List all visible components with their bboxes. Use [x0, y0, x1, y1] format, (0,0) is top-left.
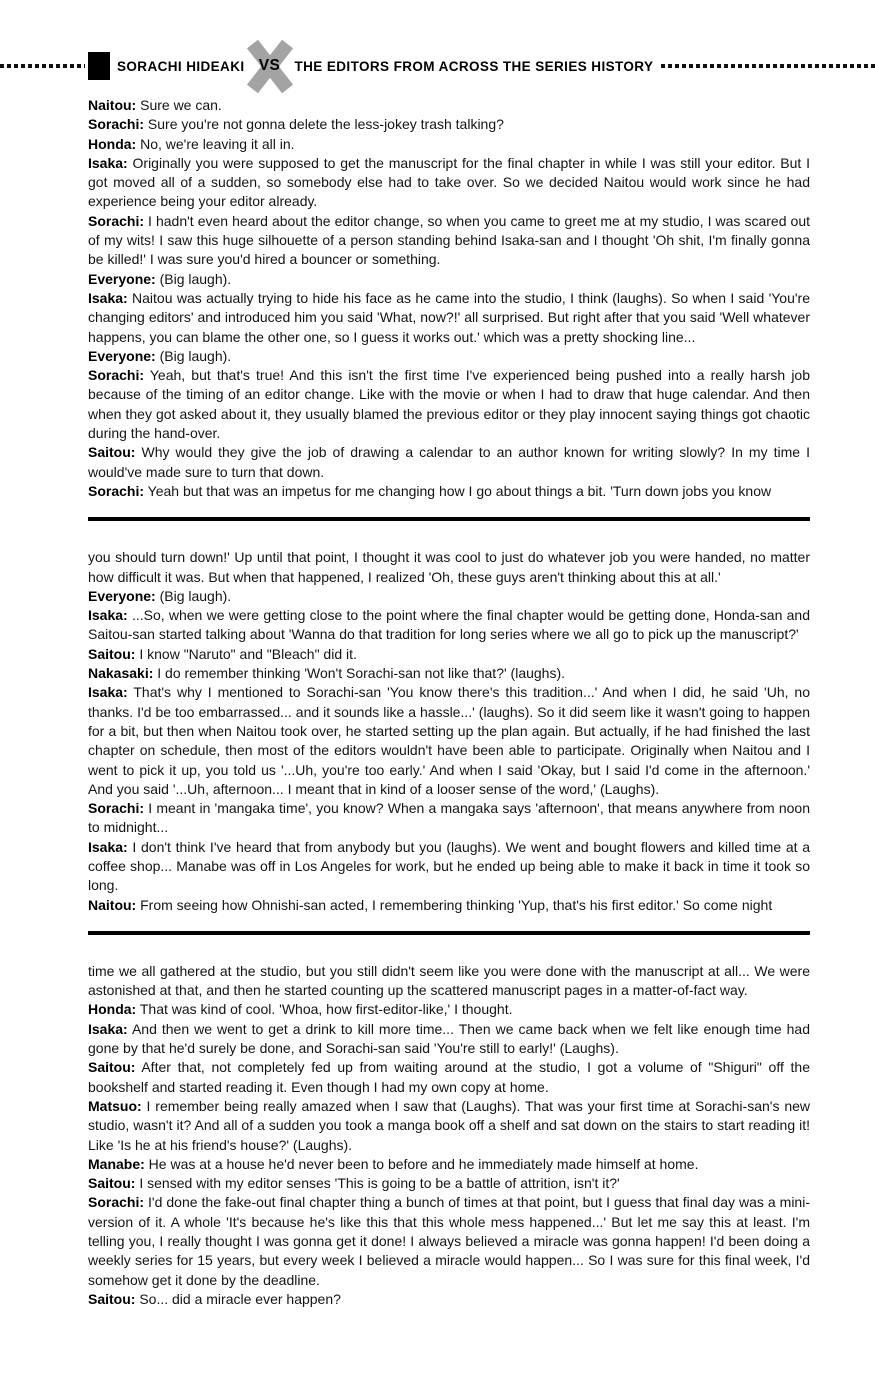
speaker-name: Matsuo:: [88, 1097, 142, 1114]
dialogue-entry: time we all gathered at the studio, but you still didn't seem like you were done with the manuscript at all... We were astonished at that, and then he started counting up the scattered manuscript pages in a matter-of-fact way.: [88, 962, 810, 999]
dialogue-entry: Sorachi: I'd done the fake-out final chapter thing a bunch of times at that point, but I guess that final day was a mini-version of it. A whole 'It's because he's like this that this whole mess happened...' But let me say this at least. I'm telling you, I really thought I was gonna get it done! I always believed a miracle was gonna happen! I'd been doing a weekly series for 15 years, but every week I believed a miracle would happen... So I was sure for this final week, I'd somehow get it done by the deadline.: [88, 1194, 810, 1288]
section-divider: [88, 931, 810, 935]
speaker-name: Everyone:: [88, 587, 156, 604]
speaker-name: Sorachi:: [88, 367, 145, 384]
dialogue-entry: Sorachi: Yeah, but that's true! And this isn't the first time I've experienced being pushed into a really harsh job because of the timing of an editor change. Like with the movie or when I had to draw that huge calendar. And then when they got asked about it, they usually blamed the previous editor or they play innocent saying things got chaotic during the hand-over.: [88, 367, 810, 442]
speaker-name: Everyone:: [88, 270, 156, 287]
speaker-name: Sorachi:: [88, 1194, 145, 1211]
dialogue-entry: Everyone: (Big laugh).: [88, 587, 232, 604]
dialogue-entry: Saitou: I know "Naruto" and "Bleach" did it.: [88, 645, 357, 662]
dialogue-block-1: [88, 96, 810, 501]
speaker-name: Isaka:: [88, 154, 128, 171]
speaker-name: Saitou:: [88, 1059, 136, 1076]
speaker-name: Sorachi:: [88, 116, 145, 133]
dialogue-entry: Saitou: So... did a miracle ever happen?: [88, 1290, 341, 1307]
dialogue-entry: Saitou: Why would they give the job of drawing a calendar to an author known for writing slowly? In my time I would've made sure to turn that down.: [88, 444, 810, 480]
speaker-name: Sorachi:: [88, 800, 145, 817]
dialogue-entry: Manabe: He was at a house he'd never been to before and he immediately made himself at home.: [88, 1155, 699, 1172]
dialogue-entry: Everyone: (Big laugh).: [88, 270, 232, 287]
speaker-name: Naitou:: [88, 896, 137, 913]
dialogue-entry: Everyone: (Big laugh).: [88, 347, 232, 364]
speaker-name: Manabe:: [88, 1155, 145, 1172]
dialogue-entry: Saitou: After that, not completely fed up from waiting around at the studio, I got a volume of "Shiguri" off the bookshelf and started reading it. Even though I had my own copy at home.: [88, 1059, 810, 1095]
dialogue-entry: Sorachi: I hadn't even heard about the editor change, so when you came to greet me at my studio, I was scared out of my wits! I saw this huge silhouette of a person standing behind Isaka-san and I thought 'Oh shit, I'm finally gonna be killed!' I was sure you'd hired a bouncer or something.: [88, 212, 810, 268]
dialogue-entry: Nakasaki: I do remember thinking 'Won't Sorachi-san not like that?' (laughs).: [88, 665, 566, 682]
dialogue-entry: Isaka: I don't think I've heard that from anybody but you (laughs). We went and bought flowers and killed time at a coffee shop... Manabe was off in Los Angeles for work, but he ended up being able to make it back in time it took so long.: [88, 838, 810, 894]
speaker-name: Everyone:: [88, 347, 156, 364]
speaker-name: Saitou:: [88, 1290, 136, 1307]
dialogue-area: [0, 84, 875, 1309]
dialogue-entry: Isaka: Naitou was actually trying to hide his face as he came into the studio, I think (laughs). So when I said 'You're changing editors' and introduced him you said 'What, now?!' all surprised. But right after that you said 'Well whatever happens, you can blame the other one, so I guess it works out.' which was a pretty shocking line...: [88, 289, 810, 345]
dialogue-entry: Sorachi: I meant in 'mangaka time', you know? When a mangaka says 'afternoon', that means anywhere from noon to midnight...: [88, 800, 810, 836]
speaker-name: Saitou:: [88, 645, 136, 662]
dialogue-entry: Isaka: ...So, when we were getting close to the point where the final chapter would be getting done, Honda-san and Saitou-san started talking about 'Wanna do that tradition for long series where we all go to pick up the manuscript?': [88, 607, 810, 643]
dialogue-entry: Sorachi: Sure you're not gonna delete the less-jokey trash talking?: [88, 116, 504, 133]
dialogue-entry: Saitou: I sensed with my editor senses 'This is going to be a battle of attrition, isn't it?': [88, 1175, 620, 1192]
dialogue-entry: Naitou: Sure we can.: [88, 97, 222, 113]
speaker-name: Isaka:: [88, 838, 128, 855]
dialogue-entry: Matsuo: I remember being really amazed when I saw that (Laughs). That was your first time at Sorachi-san's new studio, wasn't it? And all of a sudden you took a manga book off a shelf and sat down on the stairs to start reading it! Like 'Is he at his friend's house?' (Laughs).: [88, 1097, 810, 1153]
speaker-name: Nakasaki:: [88, 665, 154, 682]
speaker-name: Isaka:: [88, 1020, 128, 1037]
page-title: [117, 52, 653, 80]
dialogue-entry: Naitou: From seeing how Ohnishi-san acted, I remembering thinking 'Yup, that's his first editor.' So come night: [88, 896, 773, 913]
page-header: [0, 0, 875, 84]
dialogue-block-3: [88, 962, 810, 1309]
dialogue-entry: Isaka: And then we went to get a drink to kill more time... Then we came back when we felt like enough time had gone by that he'd surely be done, and Sorachi-san said 'You're still to early!' (Laughs).: [88, 1020, 810, 1057]
dialogue-entry: Isaka: That's why I mentioned to Sorachi-san 'You know there's this tradition...' And when I did, he said 'Uh, no thanks. I'd be too embarrassed... and it sounds like a hassle...' (laughs). So it did seem like it wasn't going to happen for a bit, but then when Naitou took over, he started setting up the plan again. But actually, if he had finished the last chapter on schedule, then most of the editors wouldn't have been able to participate. Originally when Naitou and I went to pick it up, you told us '...Uh, you're too early.' And when I said 'Okay, but I said I'd come in the afternoon.' And you said '...Uh, afternoon... I meant that in kind of a looser sense of the word,' (Laughs).: [88, 684, 810, 797]
dialogue-block-2: [88, 548, 810, 915]
dotted-rule-right: [661, 64, 875, 68]
title-left: SORACHI HIDEAKI: [117, 58, 245, 74]
speaker-name: Honda:: [88, 135, 137, 152]
speaker-name: Sorachi:: [88, 482, 145, 499]
speaker-name: Saitou:: [88, 444, 136, 461]
vs-mark: [247, 52, 293, 80]
title-right: THE EDITORS FROM ACROSS THE SERIES HISTORY: [294, 58, 654, 74]
speaker-name: Naitou:: [88, 97, 137, 113]
section-divider: [88, 517, 810, 521]
dialogue-entry: Honda: No, we're leaving it all in.: [88, 135, 295, 152]
speaker-name: Isaka:: [88, 607, 128, 624]
dialogue-entry: you should turn down!' Up until that point, I thought it was cool to just do whatever job you were handed, no matter how difficult it was. But when that happened, I realized 'Oh, these guys aren't thinking about this at all.': [88, 549, 810, 585]
vs-label: VS: [258, 57, 281, 74]
black-square-icon: [88, 52, 110, 80]
speaker-name: Saitou:: [88, 1175, 136, 1192]
dialogue-entry: Sorachi: Yeah but that was an impetus for me changing how I go about things a bit. 'Turn down jobs you know: [88, 482, 772, 499]
speaker-name: Isaka:: [88, 684, 128, 701]
dotted-rule-left: [0, 64, 85, 68]
speaker-name: Sorachi:: [88, 212, 145, 229]
speaker-name: Isaka:: [88, 289, 128, 306]
speaker-name: Honda:: [88, 1001, 137, 1018]
dialogue-entry: Honda: That was kind of cool. 'Whoa, how first-editor-like,' I thought.: [88, 1001, 513, 1018]
dialogue-entry: Isaka: Originally you were supposed to get the manuscript for the final chapter in while I was still your editor. But I got moved all of a sudden, so somebody else had to take over. So we decided Naitou would work since he had experience being your editor already.: [88, 154, 810, 210]
